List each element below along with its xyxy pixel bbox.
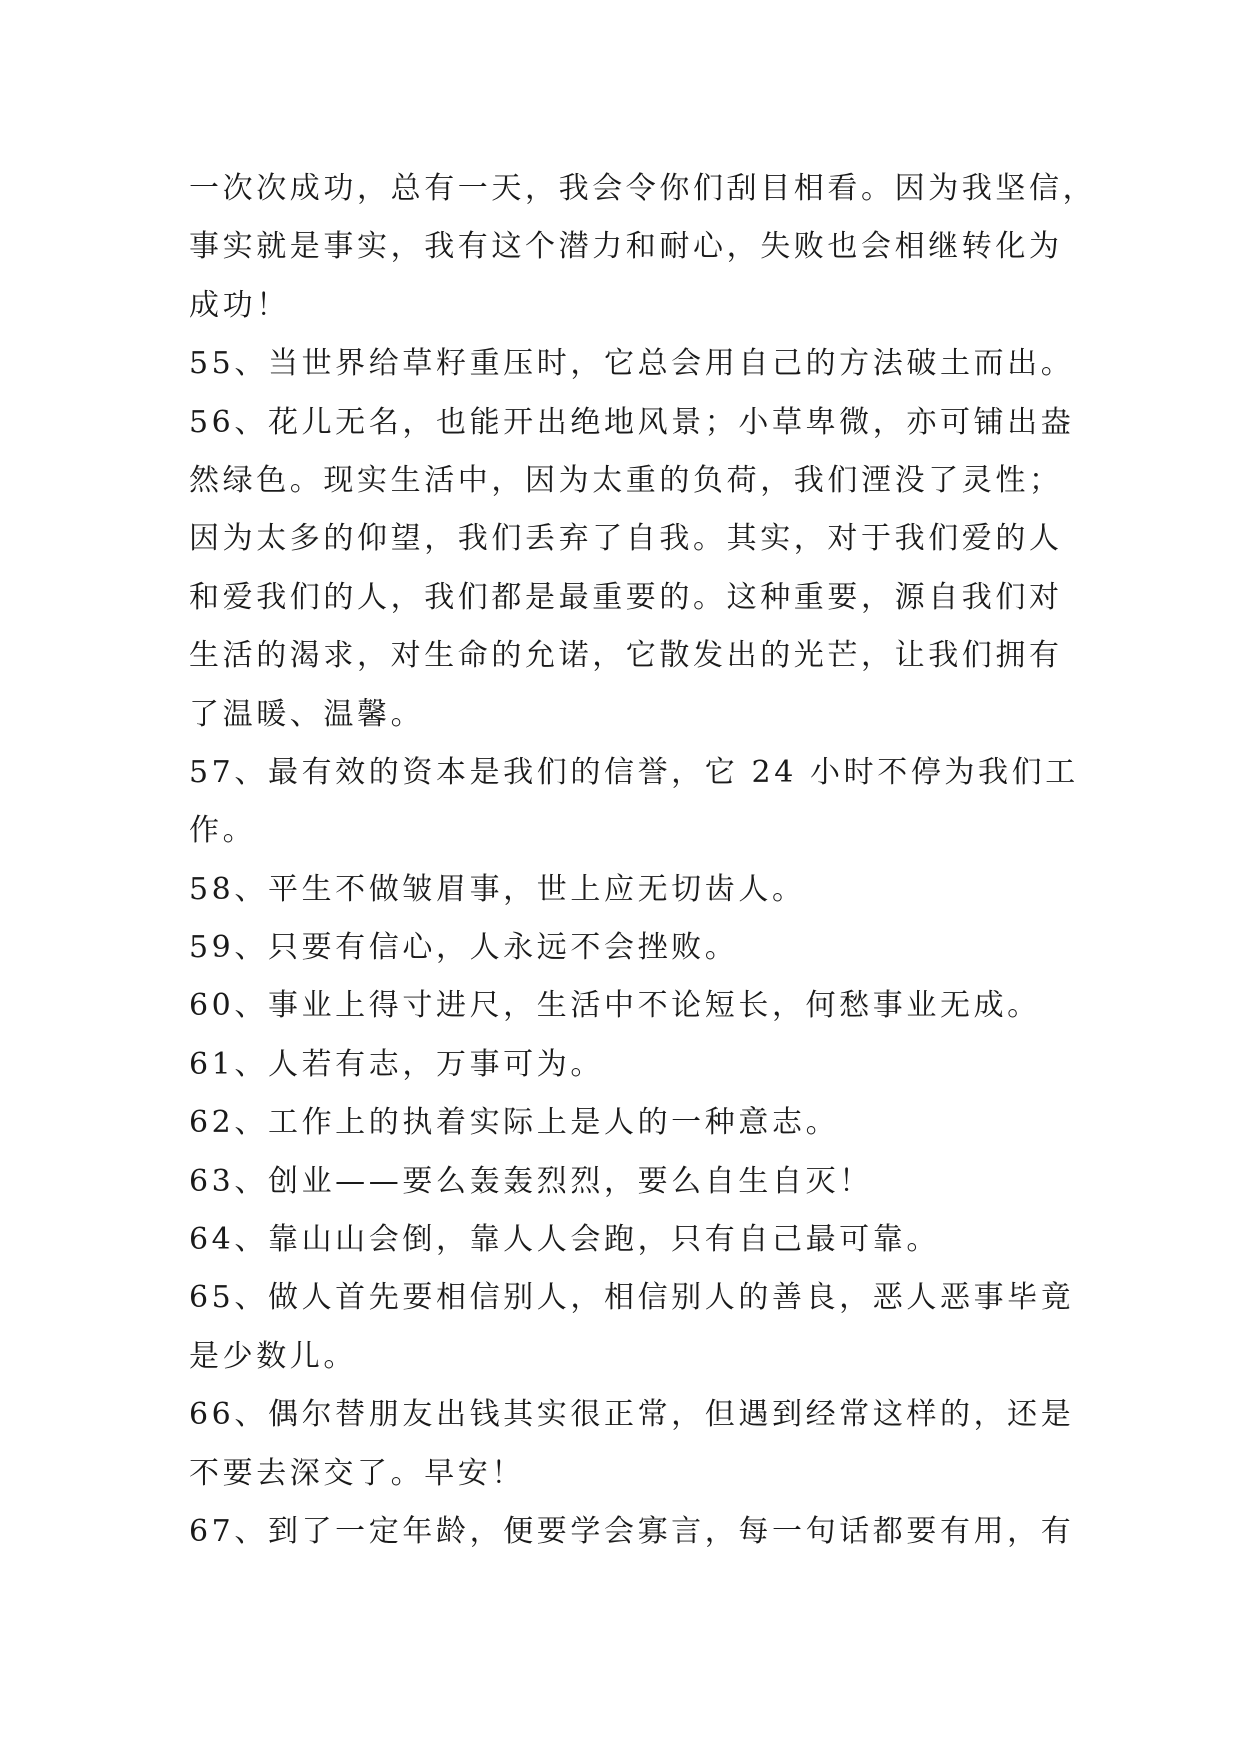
quote-60: 60、事业上得寸进尺，生活中不论短长，何愁事业无成。 [189,988,1041,1024]
text-line: 因为太多的仰望，我们丢弃了自我。其实，对于我们爱的人 [189,521,1063,557]
text-line: 了温暖、温馨。 [189,696,425,732]
text-line: 成功！ [189,287,290,323]
text-line: 然绿色。现实生活中，因为太重的负荷，我们湮没了灵性； [189,462,1063,498]
text-line: 生活的渴求，对生命的允诺，它散发出的光芒，让我们拥有 [189,638,1063,674]
quote-55: 55、当世界给草籽重压时，它总会用自己的方法破土而出。 [189,346,1075,382]
quote-64: 64、靠山山会倒，靠人人会跑，只有自己最可靠。 [189,1222,940,1258]
quote-56: 56、花儿无名，也能开出绝地风景；小草卑微，亦可铺出盎 [189,404,1075,440]
text-line: 一次次成功，总有一天，我会令你们刮目相看。因为我坚信， [189,171,1097,206]
text-line: 事实就是事实，我有这个潜力和耐心，失败也会相继转化为 [189,229,1063,265]
quote-65: 65、做人首先要相信别人，相信别人的善良，恶人恶事毕竟 [189,1280,1075,1316]
text-line: 和爱我们的人，我们都是最重要的。这种重要，源自我们对 [189,579,1063,615]
body-text [189,160,1097,1561]
text-line: 作。 [189,813,257,849]
quote-58: 58、平生不做皱眉事，世上应无切齿人。 [189,871,806,907]
quote-67: 67、到了一定年龄，便要学会寡言，每一句话都要有用，有 [189,1513,1075,1549]
text-line: 不要去深交了。早安！ [189,1455,525,1491]
text-line: 是少数儿。 [189,1338,357,1374]
quote-57: 57、最有效的资本是我们的信誉，它 24 小时不停为我们工 [189,754,1079,790]
quote-66: 66、偶尔替朋友出钱其实很正常，但遇到经常这样的，还是 [189,1397,1075,1433]
quote-62: 62、工作上的执着实际上是人的一种意志。 [189,1105,840,1141]
quote-61: 61、人若有志，万事可为。 [189,1046,604,1082]
quote-63: 63、创业——要么轰轰烈烈，要么自生自灭！ [189,1163,873,1199]
quote-59: 59、只要有信心，人永远不会挫败。 [189,930,739,966]
